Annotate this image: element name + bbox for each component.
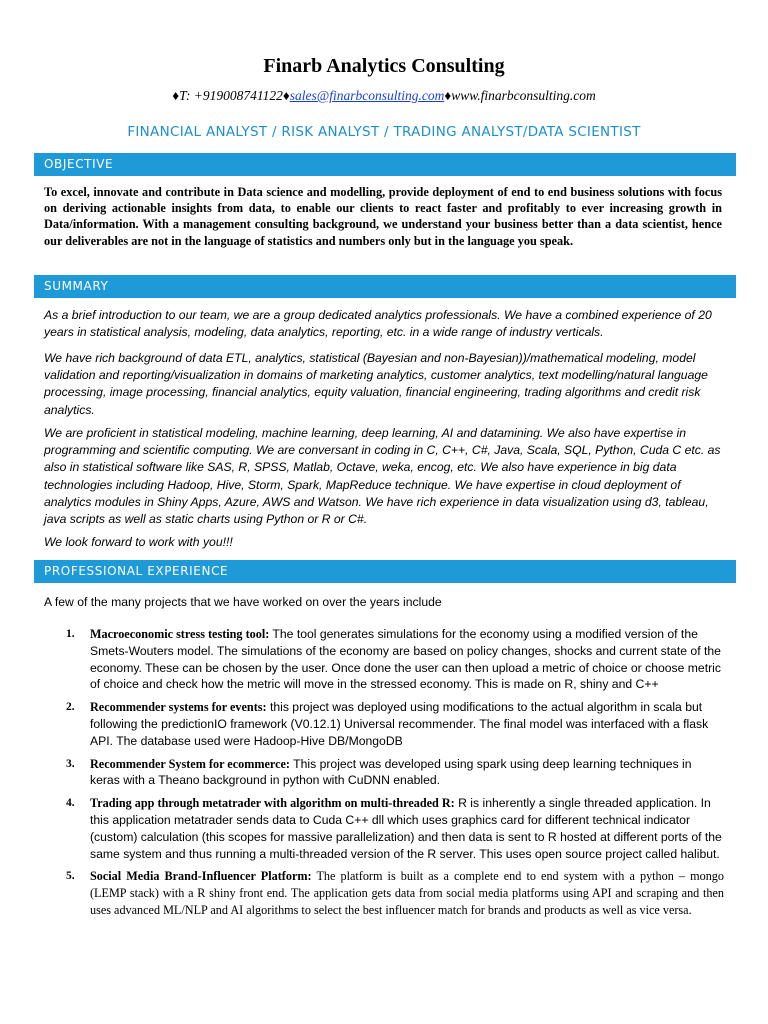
contact-email-link[interactable]: sales@finarbconsulting.com [289,88,445,103]
project-description: This project was developed using spark using deep learning techniques in keras with a Theano background in python with CuDNN enabled. [90,756,692,788]
list-item [44,756,724,790]
list-item-number: 4. [66,797,75,810]
company-title: Finarb Analytics Consulting [263,55,505,77]
list-item-number: 5. [66,870,75,883]
list-item-number: 1. [66,628,75,640]
list-item-number: 2. [66,701,75,714]
contact-line [0,88,768,104]
list-item-number: 3. [66,757,75,770]
project-title: Recommender systems for events: [90,700,267,715]
section-header-objective: OBJECTIVE [34,153,736,176]
experience-intro: A few of the many projects that we have worked on over the years include [44,595,442,609]
summary-paragraph-1: As a brief introduction to our team, we are a group dedicated analytics professionals. We have a combined experience of 20 years in statistical analysis, modeling, data analytics, reporting, etc. in a wide range of industry verticals. [44,308,712,340]
summary-paragraph-2: We have rich background of data ETL, analytics, statistical (Bayesian and non-Bayesian))/mathematical modeling, model validation and reporting/visualization in domains of marketing analytics, customer analytics, text modelling/natural language processing, image processing, financial analytics, equity valuation, financial engineering, trading algorithms and credit risk analytics. [44,351,708,417]
project-description: The platform is built as a complete end to end system with a python – mongo (LEMP stack) with a R shiny front end. The application gets data from social media platforms using API and scraping and then uses advanced ML/NLP and AI algorithms to select the best influencer match for brands and products as well as vice versa. [90,869,724,917]
section-header-experience: PROFESSIONAL EXPERIENCE [34,560,736,583]
objective-text: To excel, innovate and contribute in Data science and modelling, provide deployment of end to end business solutions with focus on deriving actionable insights from data, to enable our clients to react faster and profitably to ever increasing growth in Data/information. With a management consulting background, we understand your business better than a data scientist, hence our deliverables are not in the language of statistics and numbers only but in the language you speak. [44,185,722,248]
list-item [44,699,724,749]
contact-website: ♦www.finarbconsulting.com [444,88,596,103]
summary-paragraph-3: We are proficient in statistical modeling, machine learning, deep learning, AI and datamining. We also have expertise in programming and scientific computing. We are conversant in coding in C, C++, C#, Java, Scala, SQL, Python, Cuda C etc. as also in statistical software like SAS, R, SPSS, Matlab, Octave, weka, encog, etc. We also have experience in big data technologies including Hadoop, Hive, Storm, Spark, MapReduce technique. We have expertise in cloud deployment of analytics modules in Shiny Apps, Azure, AWS and Watson. We have rich experience in data visualization using d3, tableau, java scripts as well as static charts using Python or R or C#. [44,426,721,527]
project-title: Recommender System for ecommerce: [90,756,290,771]
project-title: Macroeconomic stress testing tool: [90,627,270,641]
section-header-summary: SUMMARY [34,275,736,298]
project-description: this project was deployed using modifications to the actual algorithm in scala but following the predictionIO framework (V0.12.1) Universal recommender. The final model was interfaced with a flask API. The database used were Hadoop-Hive DB/MongoDB [90,700,709,748]
list-item [44,795,724,862]
list-item [44,626,724,693]
project-list [44,626,724,925]
role-heading: FINANCIAL ANALYST / RISK ANALYST / TRADING ANALYST/DATA SCIENTIST [127,124,641,140]
project-title: Trading app through metatrader with algorithm on multi-threaded R: [90,796,455,811]
project-description: R is inherently a single threaded application. In this application metatrader sends data to Cuda C++ dll which uses graphics card for different technical indicator (custom) calculation (this scopes for massive parallelization) and then data is sent to R hosted at different ports of the same system and thus running a multi-threaded version of the R server. This uses open source project called halibut. [90,796,722,861]
summary-paragraph-4: We look forward to work with you!!! [44,535,233,549]
project-title: Social Media Brand-Influencer Platform: [90,869,312,884]
contact-phone: ♦T: +919008741122♦ [172,88,290,103]
project-description: The tool generates simulations for the economy using a modified version of the Smets-Wouters model. The simulations of the economy are based on policy changes, shocks and current state of the economy. These can be chosen by the user. Once done the user can then upload a metric of choice or choose metric of choice and check how the metric will move in the stressed economy. This is made on R, shiny and C++ [90,627,721,692]
list-item [44,868,724,918]
